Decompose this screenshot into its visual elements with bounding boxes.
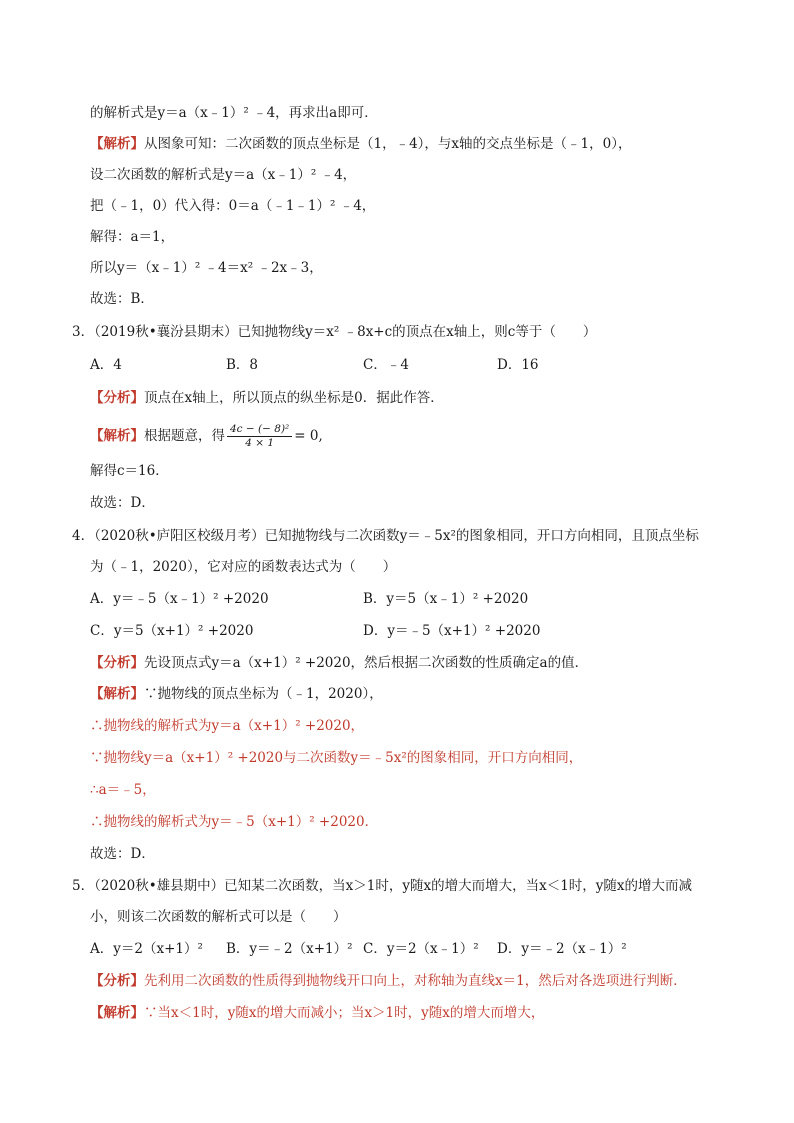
option-text: D．y＝﹣5（x+1）² +2020 <box>363 623 541 639</box>
prev-solution-step <box>90 196 375 216</box>
solution-text: 根据题意，得 <box>144 428 225 444</box>
prev-answer <box>90 289 154 309</box>
q3-solution-step <box>90 461 169 481</box>
q3-solution <box>90 420 323 452</box>
option-text: C．﹣4 <box>363 357 409 373</box>
q3-answer <box>90 493 155 513</box>
analysis-text: 先设顶点式y＝a（x+1）² +2020，然后根据二次函数的性质确定a的值． <box>144 655 589 671</box>
question-stem-text: 5．（2020秋•雄县期中）已知某二次函数，当x＞1时，y随x的增大而增大，当x＜1时，y随x的增大而减 <box>72 878 693 894</box>
analysis-text: 顶点在x轴上，所以顶点的纵坐标是0．据此作答． <box>144 390 444 406</box>
prev-solution-step <box>90 165 356 185</box>
q3-analysis <box>90 388 444 408</box>
solution-step-text: 把（﹣1，0）代入得：0＝a（﹣1﹣1）² ﹣4， <box>90 198 376 214</box>
answer-text: 故选：B． <box>90 291 154 307</box>
q5-solution <box>90 1003 544 1023</box>
q5-option-a <box>90 939 203 959</box>
q4-solution-step <box>90 780 156 800</box>
q3-option-a <box>90 355 122 375</box>
q4-solution-step <box>90 812 378 832</box>
solution-text: ∵抛物线的顶点坐标为（﹣1，2020）， <box>144 686 383 702</box>
q4-solution-step <box>90 748 582 768</box>
analysis-tag: 【分析】 <box>90 390 144 406</box>
prev-solution-step <box>90 227 174 247</box>
question-stem-text: 为（﹣1，2020），它对应的函数表达式为（ ） <box>90 559 397 575</box>
answer-text: 故选：D． <box>90 495 155 511</box>
solution-step-text: 解得c＝16． <box>90 463 169 479</box>
analysis-tag: 【分析】 <box>90 973 144 989</box>
q5-option-d <box>497 939 627 959</box>
q5-option-c <box>363 939 479 959</box>
solution-text: = 0, <box>294 428 323 444</box>
prev-solution-step <box>90 258 323 278</box>
solution-text: 从图象可知：二次函数的顶点坐标是（1，﹣4），与x轴的交点坐标是（﹣1，0）， <box>144 136 632 152</box>
prev-analysis-line <box>90 103 378 123</box>
q4-stem <box>72 526 699 546</box>
option-text: B．y＝﹣2（x+1）² <box>226 941 353 957</box>
analysis-tag: 【分析】 <box>90 655 144 671</box>
q4-option-c <box>90 621 253 641</box>
fraction-numerator: 4c − (− 8)² <box>227 423 292 437</box>
option-text: D．16 <box>497 357 539 373</box>
solution-step-text: ∵抛物线y＝a（x+1）² +2020与二次函数y＝﹣5x²的图象相同，开口方向相同， <box>90 750 583 766</box>
q5-stem-cont <box>90 907 347 927</box>
q4-solution-step <box>90 716 364 736</box>
option-text: A．y＝﹣5（x﹣1）² +2020 <box>90 591 269 607</box>
q5-option-b <box>226 939 353 959</box>
solution-tag: 【解析】 <box>90 428 144 444</box>
option-text: D．y＝﹣2（x﹣1）² <box>497 941 627 957</box>
q4-option-d <box>363 621 540 641</box>
analysis-text: 先利用二次函数的性质得到抛物线开口向上，对称轴为直线x＝1，然后对各选项进行判断． <box>144 973 687 989</box>
solution-text: ∵当x＜1时，y随x的增大而减小；当x＞1时，y随x的增大而增大， <box>144 1005 545 1021</box>
solution-step-text: ∴抛物线的解析式为y＝a（x+1）² +2020， <box>90 718 365 734</box>
option-text: C．y＝2（x﹣1）² <box>363 941 479 957</box>
solution-step-text: 所以y＝（x﹣1）² ﹣4＝x² ﹣2x﹣3， <box>90 260 323 276</box>
fraction <box>227 423 292 450</box>
solution-step-text: ∴抛物线的解析式为y＝﹣5（x+1）² +2020． <box>90 814 379 830</box>
question-stem-text: 4．（2020秋•庐阳区校级月考）已知抛物线与二次函数y＝﹣5x²的图象相同，开口方向相同，且顶点坐标 <box>72 528 699 544</box>
q3-stem <box>72 322 596 342</box>
option-text: B．8 <box>226 357 259 373</box>
solution-tag: 【解析】 <box>90 686 144 702</box>
fraction-denominator: 4 × 1 <box>245 437 275 449</box>
question-stem-text: 小，则该二次函数的解析式可以是（ ） <box>90 909 347 925</box>
solution-tag: 【解析】 <box>90 1005 144 1021</box>
q4-solution <box>90 684 383 704</box>
q5-stem <box>72 876 692 896</box>
analysis-text: 的解析式是y＝a（x﹣1）² ﹣4，再求出a即可． <box>90 105 378 121</box>
option-text: A．4 <box>90 357 122 373</box>
q4-answer <box>90 844 155 864</box>
solution-step-text: 设二次函数的解析式是y＝a（x﹣1）² ﹣4， <box>90 167 357 183</box>
q4-option-b <box>363 589 528 609</box>
solution-step-text: 解得：a＝1， <box>90 229 175 245</box>
option-text: B．y＝5（x﹣1）² +2020 <box>363 591 529 607</box>
option-text: A．y＝2（x+1）² <box>90 941 203 957</box>
q4-analysis <box>90 653 588 673</box>
q3-option-b <box>226 355 258 375</box>
q3-option-c <box>363 355 409 375</box>
q4-option-a <box>90 589 269 609</box>
q5-analysis <box>90 971 687 991</box>
prev-solution-line <box>90 134 631 154</box>
q3-option-d <box>497 355 539 375</box>
answer-text: 故选：D． <box>90 846 155 862</box>
solution-step-text: ∴a＝﹣5， <box>90 782 156 798</box>
option-text: C．y＝5（x+1）² +2020 <box>90 623 254 639</box>
question-stem-text: 3．（2019秋•襄汾县期末）已知抛物线y＝x² ﹣8x+c的顶点在x轴上，则c等于（ ） <box>72 324 597 340</box>
solution-tag: 【解析】 <box>90 136 144 152</box>
q4-stem-cont <box>90 557 396 577</box>
